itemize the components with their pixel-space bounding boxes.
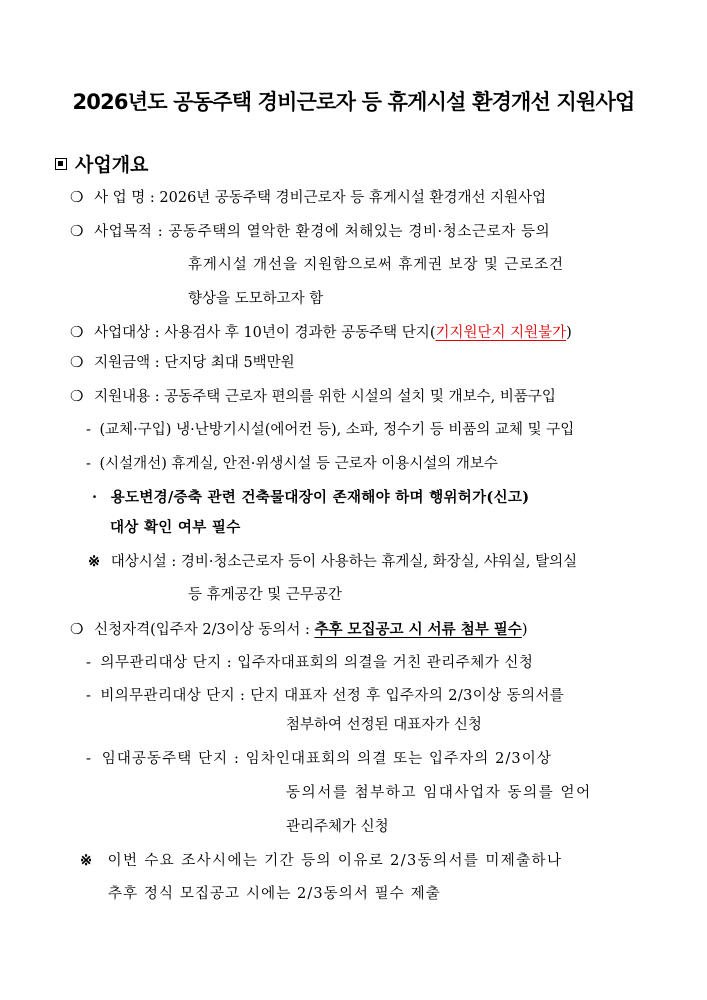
content-item-facility: [86, 454, 498, 474]
page-title: 2026년도 공동주택 경비근로자 등 휴게시설 환경개선 지원사업: [72, 90, 635, 114]
content-note-requirement-cont: 대상 확인 여부 필수: [110, 519, 241, 536]
line-text: (교체·구입) 냉·난방기시설(에어컨 등), 소파, 정수기 등 비품의 교체 및 구입: [99, 422, 575, 438]
circle-bullet-icon: ❍: [70, 188, 84, 206]
overview-line-project-name: [70, 187, 546, 208]
overview-line-purpose: [70, 221, 550, 242]
overview-line-eligibility: [70, 619, 527, 640]
eligibility-rental-cont-1: 동의서를 첨부하고 임대사업자 동의를 얻어: [286, 785, 592, 801]
overview-line-content: [70, 386, 556, 407]
section-heading-text: 사업개요: [75, 154, 149, 176]
line-text: 대상시설 : 경비·청소근로자 등이 사용하는 휴게실, 화장실, 샤워실, 탈의실: [110, 554, 578, 570]
line-text: 사 업 명 : 2026년 공동주택 경비근로자 등 휴게시설 환경개선 지원사업: [94, 190, 547, 206]
overview-line-purpose-cont-1: 휴게시설 개선을 지원함으로써 휴게권 보장 및 근로조건: [188, 257, 564, 273]
dash-marker: -: [86, 688, 92, 704]
survey-note: [80, 851, 562, 871]
circle-bullet-icon: ❍: [70, 620, 84, 638]
line-text: 신청자격(입주자 2/3이상 동의서 :: [94, 622, 315, 638]
line-text: 이번 수요 조사시에는 기간 등의 이유로 2/3동의서를 미제출하나: [107, 853, 563, 869]
content-note-requirement: [92, 488, 529, 508]
dash-marker: -: [86, 422, 91, 438]
paren-close: ): [566, 325, 572, 341]
line-text: 사업대상 : 사용검사 후 10년이 경과한 공동주택 단지: [94, 325, 430, 341]
circle-bullet-icon: ❍: [70, 222, 84, 240]
line-text: 비의무관리대상 단지 : 단지 대표자 선정 후 입주자의 2/3이상 동의서를: [100, 688, 565, 704]
line-text: (시설개선) 휴게실, 안전·위생시설 등 근로자 이용시설의 개보수: [99, 456, 498, 472]
eligibility-rental-cont-2: 관리주체가 신청: [286, 819, 389, 835]
eligibility-rental: [86, 749, 552, 769]
dash-marker: -: [86, 655, 92, 671]
circle-bullet-icon: ❍: [70, 387, 84, 405]
circle-bullet-icon: ❍: [70, 353, 84, 371]
eligibility-non-mandatory: [86, 686, 564, 706]
section-heading: [55, 150, 148, 177]
dash-marker: -: [86, 456, 91, 472]
middle-dot-marker: ·: [92, 489, 98, 506]
circle-bullet-icon: ❍: [70, 323, 84, 341]
eligibility-mandatory: [86, 653, 533, 673]
target-facility-note: [88, 552, 577, 572]
reference-mark-icon: ※: [80, 852, 94, 869]
line-text: 용도변경/증축 관련 건축물대장이 존재해야 하며 행위허가(신고): [110, 489, 530, 506]
overview-line-target: [70, 322, 572, 343]
excluded-note: 기지원단지 지원불가: [435, 325, 567, 341]
reference-mark-icon: ※: [88, 553, 101, 570]
filled-square-box-icon: [55, 158, 67, 170]
survey-note-cont: 추후 정식 모집공고 시에는 2/3동의서 필수 제출: [108, 886, 441, 902]
overview-line-amount: [70, 352, 295, 373]
eligibility-non-mandatory-cont: 첨부하여 선정된 대표자가 신청: [286, 717, 482, 733]
line-text: 지원내용 : 공동주택 근로자 편의를 위한 시설의 설치 및 개보수, 비품구입: [94, 389, 556, 405]
line-text: 지원금액 : 단지당 최대 5백만원: [94, 355, 295, 371]
line-text: 의무관리대상 단지 : 입주자대표회의 의결을 거친 관리주체가 신청: [100, 655, 534, 671]
line-text: 임대공동주택 단지 : 임차인대표회의 의결 또는 입주자의 2/3이상: [101, 751, 552, 767]
paren-close: ): [521, 622, 528, 638]
underlined-requirement: 추후 모집공고 시 서류 첨부 필수: [314, 621, 522, 638]
dash-marker: -: [86, 751, 92, 767]
line-text: 사업목적 : 공동주택의 열악한 환경에 처해있는 경비·청소근로자 등의: [94, 224, 551, 240]
overview-line-purpose-cont-2: 향상을 도모하고자 함: [188, 291, 324, 307]
content-item-purchase: [86, 420, 574, 440]
paren-open: (: [429, 325, 436, 341]
target-facility-note-cont: 등 휴게공간 및 근무공간: [188, 587, 342, 603]
